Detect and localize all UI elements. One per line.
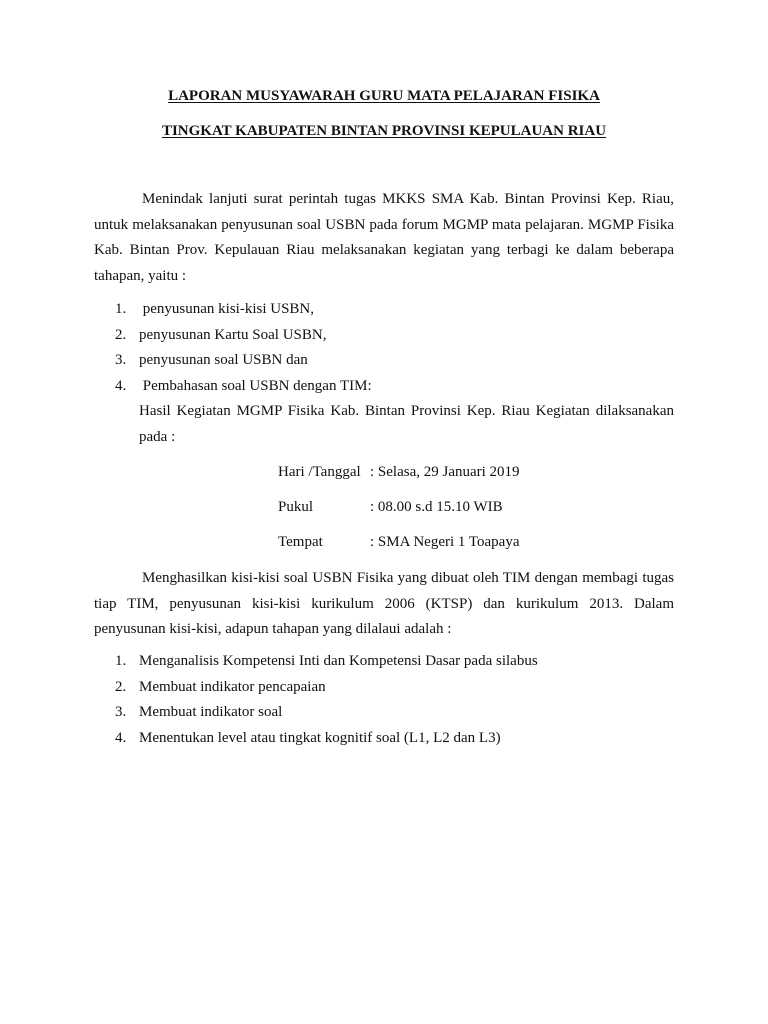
schedule-value: : 08.00 s.d 15.10 WIB bbox=[370, 499, 503, 515]
schedule-value: : Selasa, 29 Januari 2019 bbox=[370, 464, 520, 480]
list-item bbox=[94, 348, 674, 374]
list-item-text: penyusunan soal USBN dan bbox=[139, 352, 308, 368]
steps-list bbox=[94, 649, 674, 751]
list-item-number: 2. bbox=[115, 326, 127, 343]
result-paragraph: Hasil Kegiatan MGMP Fisika Kab. Bintan Provinsi Kep. Riau Kegiatan dilaksanakan pada : bbox=[139, 403, 674, 445]
list-item bbox=[94, 726, 674, 752]
second-paragraph: Menghasilkan kisi-kisi soal USBN Fisika yang dibuat oleh TIM dengan membagi tugas tiap TIM, penyusunan kisi-kisi kurikulum 2006 (KTSP) dan kurikulum 2013. Dalam penyusunan kisi-kisi, adapun tahapan yang dilalaui adalah : bbox=[94, 570, 674, 637]
document-title: LAPORAN MUSYAWARAH GURU MATA PELAJARAN FISIKA bbox=[168, 88, 600, 104]
list-item-text: Menentukan level atau tingkat kognitif soal (L1, L2 dan L3) bbox=[139, 729, 501, 746]
stages-list bbox=[94, 297, 674, 399]
list-item-number: 1. bbox=[115, 301, 127, 317]
document-subtitle: TINGKAT KABUPATEN BINTAN PROVINSI KEPULAUAN RIAU bbox=[161, 123, 607, 139]
schedule-label: Tempat bbox=[278, 534, 323, 550]
list-item-text: Pembahasan soal USBN dengan TIM: bbox=[139, 377, 372, 394]
schedule-label: Hari /Tanggal bbox=[278, 464, 361, 480]
list-item-number: 3. bbox=[115, 352, 127, 368]
intro-paragraph: Menindak lanjuti surat perintah tugas MKKS SMA Kab. Bintan Provinsi Kep. Riau, untuk melaksanakan penyusunan soal USBN pada forum MGMP mata pelajaran. MGMP Fisika Kab. Bintan Prov. Kepulauan Riau melaksanakan kegiatan yang terbagi ke dalam beberapa tahapan, yaitu : bbox=[94, 191, 674, 284]
list-item bbox=[94, 649, 674, 675]
list-item-number: 4. bbox=[115, 377, 127, 394]
schedule-value: : SMA Negeri 1 Toapaya bbox=[370, 534, 520, 550]
list-item-number: 3. bbox=[115, 704, 127, 720]
list-item bbox=[94, 675, 674, 701]
list-item bbox=[94, 374, 674, 400]
list-item-number: 4. bbox=[115, 729, 127, 746]
list-item-text: Membuat indikator pencapaian bbox=[139, 678, 326, 695]
schedule-label: Pukul bbox=[278, 499, 314, 515]
list-item-text: penyusunan Kartu Soal USBN, bbox=[139, 326, 327, 343]
list-item-text: Membuat indikator soal bbox=[139, 704, 283, 720]
list-item bbox=[94, 700, 674, 726]
list-item-text: penyusunan kisi-kisi USBN, bbox=[139, 301, 315, 317]
list-item-text: Menganalisis Kompetensi Inti dan Kompetensi Dasar pada silabus bbox=[139, 653, 538, 669]
list-item bbox=[94, 323, 674, 349]
list-item-number: 2. bbox=[115, 678, 127, 695]
list-item bbox=[94, 297, 674, 323]
list-item-number: 1. bbox=[115, 653, 127, 669]
